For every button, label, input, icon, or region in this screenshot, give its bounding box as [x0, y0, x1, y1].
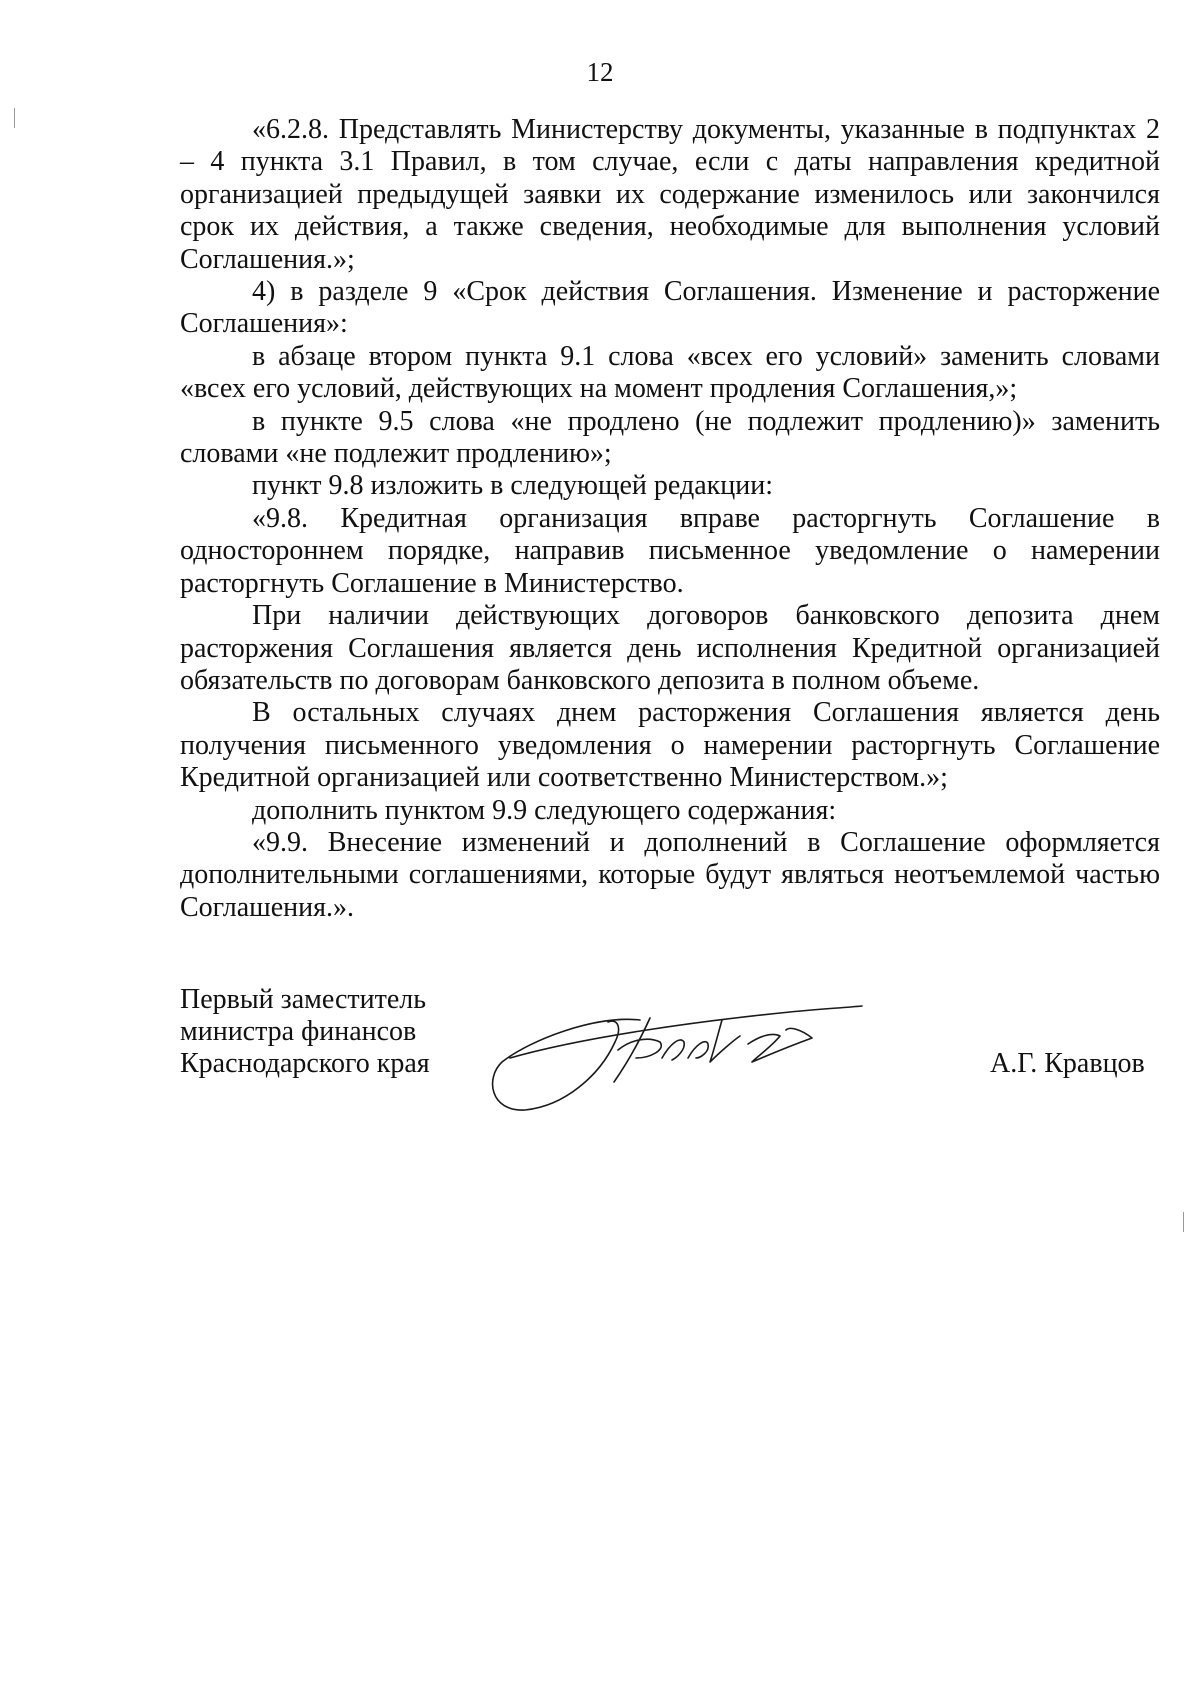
- signature-stroke: [748, 1028, 812, 1062]
- signer-title-line: Краснодарского края: [180, 1048, 430, 1079]
- scan-artifact: [14, 108, 15, 128]
- document-body: [180, 114, 1160, 924]
- paragraph: в абзаце втором пункта 9.1 слова «всех его условий» заменить словами «всех его условий, действующих на момент продления Соглашения,»;: [180, 340, 1160, 405]
- paragraph: в пункте 9.5 слова «не продлено (не подлежит продлению)» заменить словами «не подлежит продлению»;: [180, 405, 1160, 470]
- scan-artifact: [1183, 1212, 1184, 1232]
- paragraph: При наличии действующих договоров банковского депозита днем расторжения Соглашения является день исполнения Кредитной организацией обязательств по договорам банковского депозита в полном объеме.: [180, 600, 1160, 696]
- signature-stroke: [493, 1019, 640, 1110]
- signature-stroke: [662, 1040, 708, 1060]
- signature-stroke: [710, 1020, 740, 1062]
- paragraph: дополнить пунктом 9.9 следующего содержания:: [252, 794, 837, 826]
- signer-title-line: министра финансов: [180, 1016, 417, 1047]
- page-number: 12: [586, 57, 614, 87]
- paragraph: «9.9. Внесение изменений и дополнений в Соглашение оформляется дополнительными соглашениями, которые будут являться неотъемлемой частью Соглашения.».: [180, 826, 1160, 923]
- paragraph: «6.2.8. Представлять Министерству документы, указанные в подпунктах 2 – 4 пункта 3.1 Правил, в том случае, если с даты направления кредитной организацией предыдущей заявки их содержание изменилось или закончился срок их действия, а также сведения, необходимые для выполнения условий Соглашения.»;: [180, 114, 1160, 275]
- handwritten-signature: [490, 1000, 870, 1115]
- paragraph: 4) в разделе 9 «Срок действия Соглашения. Изменение и расторжение Соглашения»:: [180, 276, 1160, 340]
- paragraph: В остальных случаях днем расторжения Соглашения является день получения письменного уведомления о намерении расторгнуть Соглашение Кредитной организацией или соответственно Министерством.»;: [180, 697, 1160, 794]
- signer-name: А.Г. Кравцов: [990, 1048, 1145, 1079]
- signature-stroke: [614, 1018, 661, 1082]
- paragraph: «9.8. Кредитная организация вправе расторгнуть Соглашение в одностороннем порядке, направив письменное уведомление о намерении расторгнуть Соглашение в Министерство.: [180, 502, 1160, 599]
- paragraph: пункт 9.8 изложить в следующей редакции:: [252, 470, 773, 502]
- signer-title-line: Первый заместитель: [180, 984, 427, 1015]
- signer-title: [180, 984, 430, 1080]
